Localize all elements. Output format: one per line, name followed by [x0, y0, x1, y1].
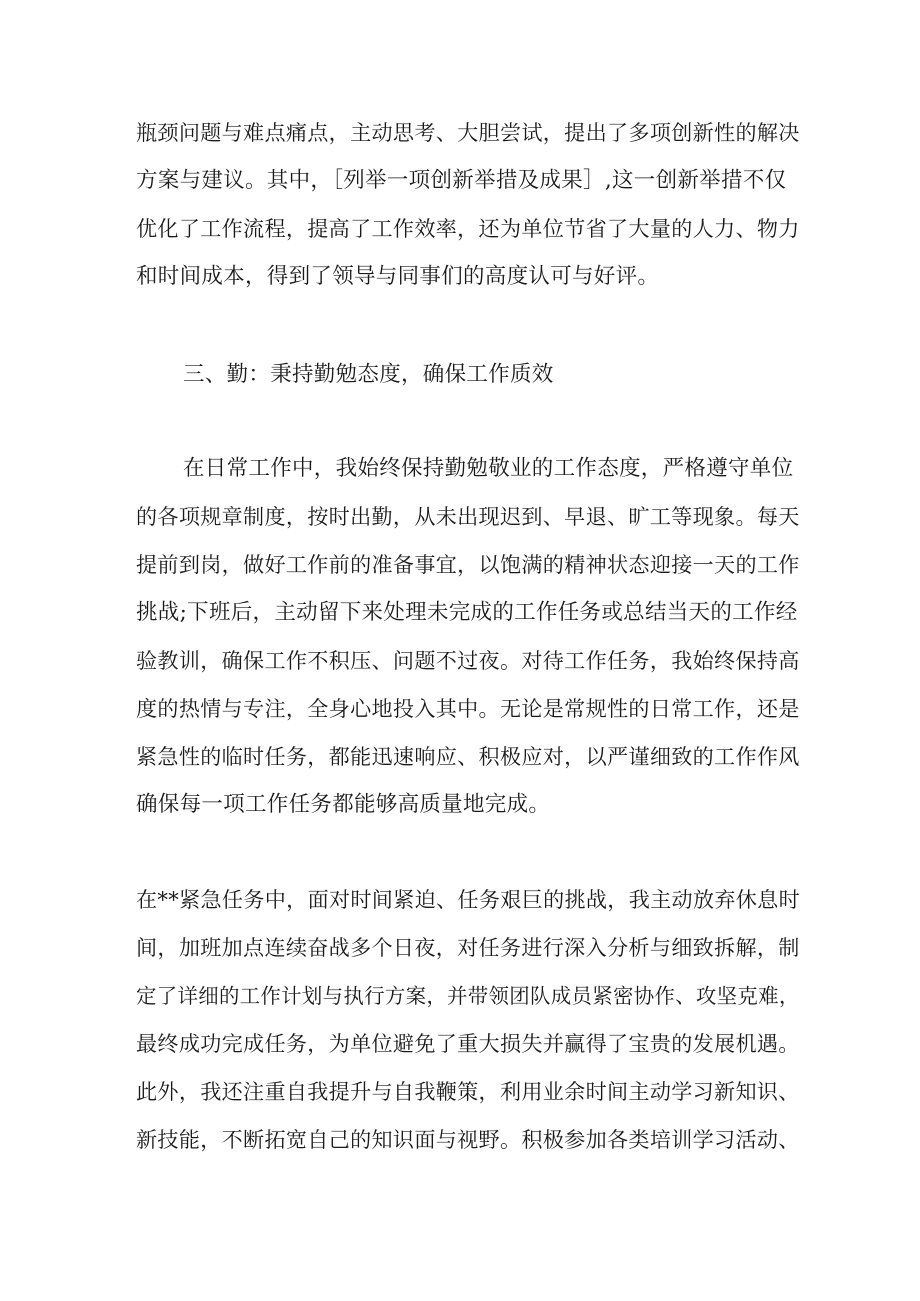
section-heading: 三、勤：秉持勤勉态度，确保工作质效 [183, 362, 554, 387]
paragraph-2-line-4: 挑战;下班后，主动留下来处理未完成的工作任务或总结当天的工作经 [136, 600, 798, 625]
paragraph-2-line-6: 度的热情与专注，全身心地投入其中。无论是常规性的日常工作，还是 [136, 696, 800, 721]
paragraph-1-line-1: 瓶颈问题与难点痛点，主动思考、大胆尝试，提出了多项创新性的解决 [136, 120, 800, 145]
paragraph-3-line-4: 最终成功完成任务，为单位避免了重大损失并赢得了宝贵的发展机遇。 [136, 1031, 800, 1056]
paragraph-1-line-4: 和时间成本，得到了领导与同事们的高度认可与好评。 [136, 264, 660, 289]
paragraph-3-line-2: 间，加班加点连续奋战多个日夜，对任务进行深入分析与细致拆解，制 [136, 935, 800, 960]
paragraph-1-line-2: 方案与建议。其中，［列举一项创新举措及成果］,这一创新举措不仅 [136, 168, 787, 193]
paragraph-2-line-2: 的各项规章制度，按时出勤，从未出现迟到、早退、旷工等现象。每天 [136, 504, 800, 529]
paragraph-2-line-5: 验教训，确保工作不积压、问题不过夜。对待工作任务，我始终保持高 [136, 648, 800, 673]
paragraph-2-line-1: 在日常工作中，我始终保持勤勉敬业的工作态度，严格遵守单位 [183, 456, 794, 481]
paragraph-3-line-3: 定了详细的工作计划与执行方案，并带领团队成员紧密协作、攻坚克难， [136, 984, 800, 1008]
paragraph-3-line-5: 此外，我还注重自我提升与自我鞭策，利用业余时间主动学习新知识、 [136, 1079, 800, 1104]
paragraph-3-line-1: 在**紧急任务中，面对时间紧迫、任务艰巨的挑战，我主动放弃休息时 [136, 887, 800, 912]
paragraph-1-line-3: 优化了工作流程，提高了工作效率，还为单位节省了大量的人力、物力 [136, 216, 800, 241]
paragraph-2-line-8: 确保每一项工作任务都能够高质量地完成。 [136, 792, 551, 817]
paragraph-3-line-6: 新技能，不断拓宽自己的知识面与视野。积极参加各类培训学习活动、 [136, 1127, 800, 1152]
paragraph-2-line-3: 提前到岗，做好工作前的准备事宜，以饱满的精神状态迎接一天的工作 [136, 552, 800, 577]
paragraph-2-line-7: 紧急性的临时任务，都能迅速响应、积极应对，以严谨细致的工作作风 [136, 744, 800, 769]
